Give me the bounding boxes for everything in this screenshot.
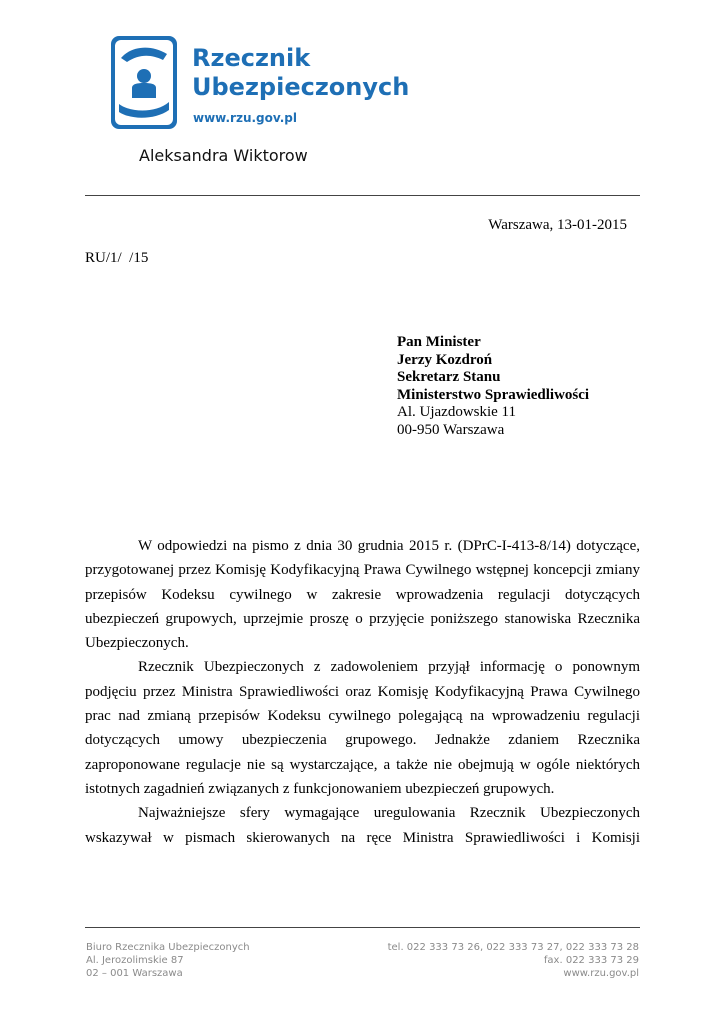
- brand-url: www.rzu.gov.pl: [193, 111, 297, 125]
- footer-contact: [388, 941, 639, 980]
- recipient-block: [397, 334, 589, 439]
- reference-number: RU/1/ /15: [85, 250, 149, 266]
- signer-name: Aleksandra Wiktorow: [139, 146, 308, 165]
- paragraph-2: Rzecznik Ubezpieczonych z zadowoleniem przyjął informację o ponownym podjęciu przez Ministra Sprawiedliwości oraz Komisję Kodyfikacyjną Prawa Cywilnego prac nad zmianą przepisów Kodeksu cywilnego polegającą na wprowadzeniu regulacji dotyczących umowy ubezpieczenia grupowego. Jednakże zdaniem Rzecznika zaproponowane regulacje nie są wystarczające, a także nie obejmują w ogóle niektórych istotnych zagadnień związanych z funkcjonowaniem ubezpieczeń grupowych.: [85, 659, 640, 797]
- paragraph-1: W odpowiedzi na pismo z dnia 30 grudnia 2015 r. (DPrC-I-413-8/14) dotyczące, przygotowanej przez Komisję Kodyfikacyjną Prawa Cywilnego wstępnej koncepcji zmiany przepisów Kodeksu cywilnego w zakresie wprowadzenia regulacji dotyczących ubezpieczeń grupowych, uprzejmie proszę o przyjęcie poniższego stanowiska Rzecznika Ubezpieczonych.: [85, 538, 640, 652]
- recipient-position: Sekretarz Stanu: [397, 369, 501, 385]
- header-divider: [85, 195, 640, 196]
- brand-line-2: Ubezpieczonych: [192, 73, 410, 101]
- recipient-name: Jerzy Kozdroń: [397, 351, 493, 368]
- brand-name: [192, 44, 409, 102]
- footer-city: 02 – 001 Warszawa: [86, 968, 183, 979]
- footer-office: Biuro Rzecznika Ubezpieczonych: [86, 942, 250, 953]
- footer-address: [86, 941, 250, 980]
- letter-body: [85, 534, 640, 850]
- recipient-city: 00-950 Warszawa: [397, 421, 505, 438]
- recipient-title: Pan Minister: [397, 334, 481, 350]
- footer-fax: fax. 022 333 73 29: [543, 955, 639, 966]
- footer-divider: [85, 927, 640, 928]
- footer-street: Al. Jerozolimskie 87: [86, 955, 184, 966]
- paragraph-3: Najważniejsze sfery wymagające uregulowania Rzecznik Ubezpieczonych wskazywał w pismach skierowanych na ręce Ministra Sprawiedliwości i Komisji: [85, 805, 640, 846]
- footer-phone: tel. 022 333 73 26, 022 333 73 27, 022 333 73 28: [387, 942, 639, 953]
- rzecznik-logo-icon: [111, 36, 177, 129]
- place-date: Warszawa, 13-01-2015: [488, 217, 627, 233]
- brand-line-1: Rzecznik: [192, 44, 311, 72]
- footer-website: www.rzu.gov.pl: [563, 968, 639, 979]
- recipient-street: Al. Ujazdowskie 11: [397, 404, 517, 420]
- recipient-institution: Ministerstwo Sprawiedliwości: [397, 386, 590, 403]
